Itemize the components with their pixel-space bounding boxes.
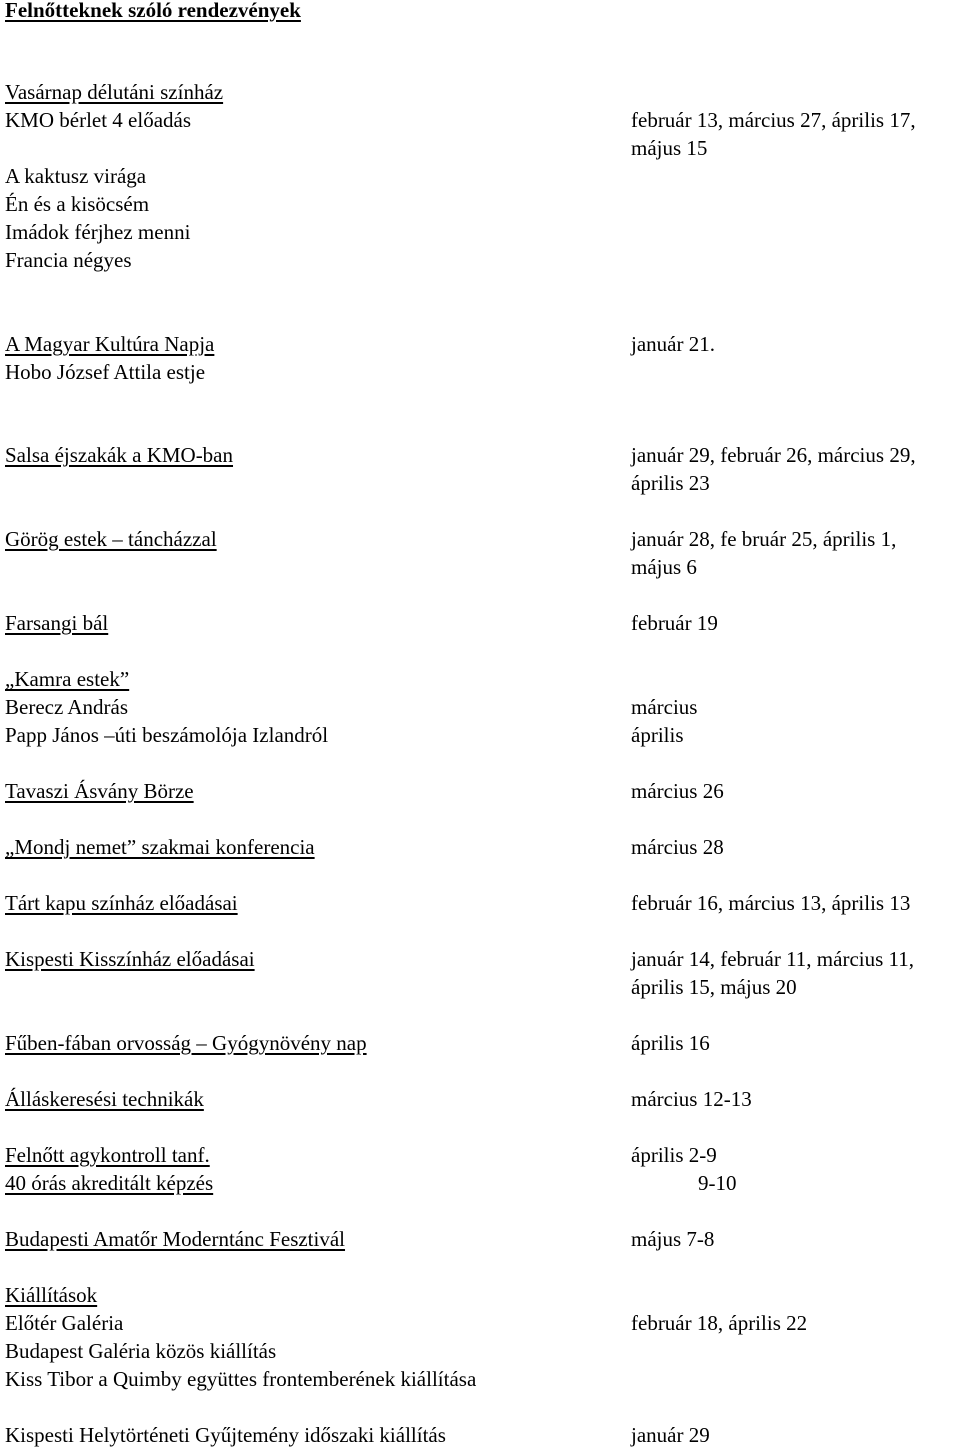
- event-subtitle: 40 órás akreditált képzés: [5, 1171, 214, 1195]
- event-date: március 26: [631, 779, 724, 803]
- event-title: A Magyar Kultúra Napja: [5, 332, 215, 356]
- play-item: Imádok férjhez menni: [5, 220, 191, 244]
- event-title: „Kamra estek”: [5, 667, 130, 691]
- play-item: Én és a kisöcsém: [5, 192, 150, 216]
- event-title: Budapesti Amatőr Moderntánc Fesztivál: [5, 1227, 346, 1251]
- event-date: március 28: [631, 835, 724, 859]
- page-heading: Felnőtteknek szóló rendezvények: [5, 0, 301, 22]
- exhibition-item: Budapest Galéria közös kiállítás: [5, 1339, 277, 1363]
- theatre-subtitle: KMO bérlet 4 előadás: [5, 108, 192, 132]
- event-date: március 12-13: [631, 1087, 752, 1111]
- event-date: április: [631, 723, 684, 747]
- event-title: Kispesti Helytörténeti Gyűjtemény időszaki kiállítás: [5, 1423, 446, 1447]
- event-title: Görög estek – táncházzal: [5, 527, 217, 551]
- event-date-cont: április 23: [631, 471, 710, 495]
- event-date: január 21.: [631, 332, 715, 356]
- theatre-title: Vasárnap délutáni színház: [5, 80, 224, 104]
- event-title: Tavaszi Ásvány Börze: [5, 779, 194, 803]
- event-date: január 29, február 26, március 29,: [631, 443, 916, 467]
- theatre-dates-cont: május 15: [631, 136, 708, 160]
- event-title: Salsa éjszakák a KMO-ban: [5, 443, 234, 467]
- event-title: „Mondj nemet” szakmai konferencia: [5, 835, 315, 859]
- event-date: február 18, április 22: [631, 1311, 808, 1335]
- event-date: január 28, fe bruár 25, április 1,: [631, 527, 897, 551]
- theatre-dates: február 13, március 27, április 17,: [631, 108, 916, 132]
- event-date: április 2-9: [631, 1143, 717, 1167]
- event-title: Tárt kapu színház előadásai: [5, 891, 238, 915]
- event-date: május 7-8: [631, 1227, 715, 1251]
- exhibition-item: Előtér Galéria: [5, 1311, 124, 1335]
- event-title: Álláskeresési technikák: [5, 1087, 204, 1111]
- play-item: Francia négyes: [5, 248, 132, 272]
- event-item: Berecz András: [5, 695, 129, 719]
- event-subtitle: Hobo József Attila estje: [5, 360, 206, 384]
- event-title: Kispesti Kisszínház előadásai: [5, 947, 255, 971]
- event-date: április 16: [631, 1031, 710, 1055]
- event-date: március: [631, 695, 698, 719]
- event-item: Papp János –úti beszámolója Izlandról: [5, 723, 329, 747]
- event-date: január 14, február 11, március 11,: [631, 947, 915, 971]
- event-title: Fűben-fában orvosság – Gyógynövény nap: [5, 1031, 367, 1055]
- event-date: február 19: [631, 611, 718, 635]
- event-date: 9-10: [698, 1171, 737, 1195]
- exhibition-item: Kiss Tibor a Quimby együttes frontemberének kiállítása: [5, 1367, 477, 1391]
- event-date: január 29: [631, 1423, 710, 1447]
- section-title: Kiállítások: [5, 1283, 98, 1307]
- play-item: A kaktusz virága: [5, 164, 147, 188]
- event-title: Felnőtt agykontroll tanf.: [5, 1143, 210, 1167]
- event-date-cont: május 6: [631, 555, 697, 579]
- event-date-cont: április 15, május 20: [631, 975, 797, 999]
- event-title: Farsangi bál: [5, 611, 109, 635]
- event-date: február 16, március 13, április 13: [631, 891, 911, 915]
